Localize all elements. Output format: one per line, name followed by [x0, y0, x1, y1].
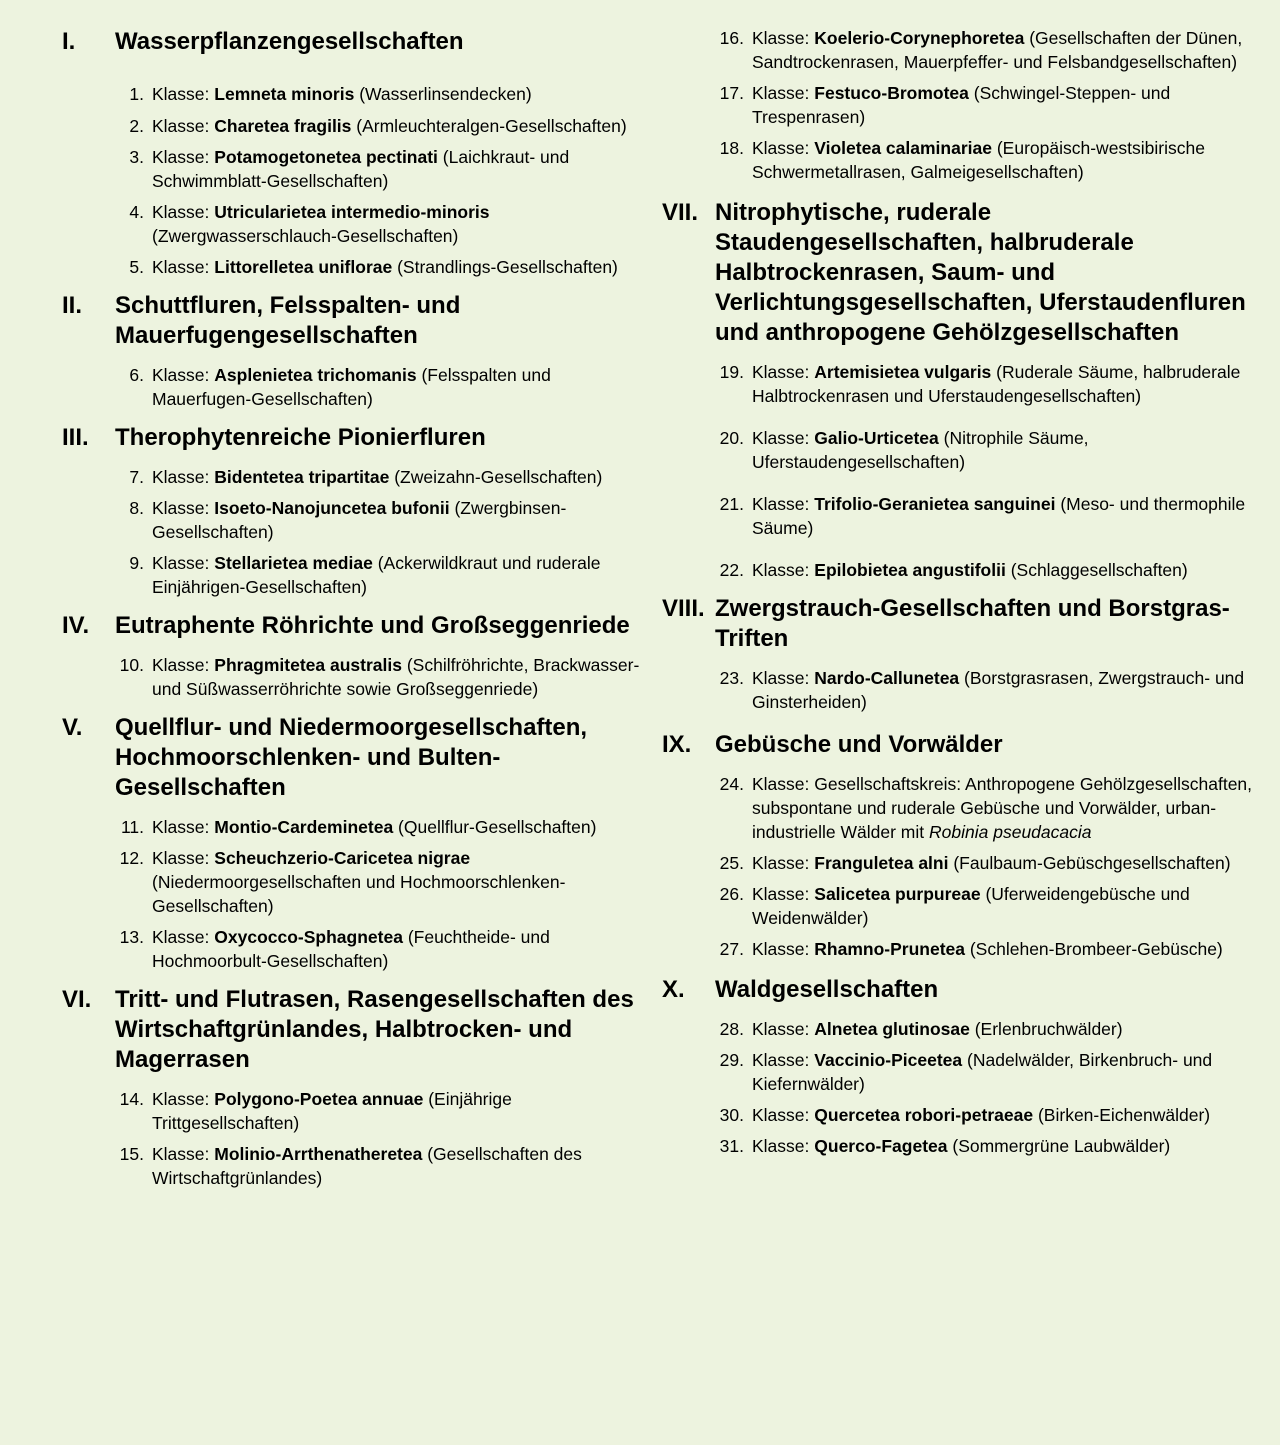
section-heading	[62, 423, 642, 453]
class-description: (Felsspalten und Mauerfugen-Gesellschaften)	[152, 365, 551, 409]
class-description: (Europäisch-westsibirische Schwermetallrasen, Galmeigesellschaften)	[752, 138, 1205, 182]
section-title: Schuttfluren, Felsspalten- und Mauerfugengesellschaften	[115, 292, 461, 349]
class-number: 30.	[719, 1105, 744, 1125]
class-label: Klasse:	[752, 494, 810, 514]
class-text	[752, 136, 1262, 184]
class-number: 26.	[719, 884, 744, 904]
class-text	[752, 1103, 1262, 1127]
class-description: (Einjährige Trittgesellschaften)	[152, 1089, 512, 1133]
section-number: I.	[62, 28, 76, 55]
class-number: 20.	[719, 428, 744, 448]
class-list-item	[62, 363, 642, 411]
class-list-item	[662, 81, 1262, 129]
class-number: 8.	[129, 498, 144, 518]
class-text	[752, 851, 1262, 875]
class-label: Klasse:	[152, 1089, 210, 1109]
section-number: III.	[62, 424, 89, 451]
class-list-item	[62, 145, 642, 193]
section-heading	[62, 291, 642, 351]
section-heading	[62, 713, 642, 803]
class-text	[152, 846, 642, 918]
class-text	[752, 426, 1262, 474]
class-number: 15.	[119, 1144, 144, 1164]
class-list-item	[62, 551, 642, 599]
class-label: Klasse:	[152, 147, 210, 167]
class-label: Klasse:	[752, 853, 810, 873]
class-number: 18.	[719, 138, 744, 158]
class-name: Artemisietea vulgaris	[814, 362, 992, 382]
class-text	[752, 1134, 1262, 1158]
class-description: (Quellflur-Gesellschaften)	[398, 817, 597, 837]
class-description: (Birken-Eichenwälder)	[1037, 1105, 1211, 1125]
class-description: (Schlaggesellschaften)	[1010, 560, 1188, 580]
class-name: Montio-Cardeminetea	[214, 817, 394, 837]
class-name: Bidentetea tripartitae	[214, 467, 390, 487]
class-description-italic: Robinia pseudacacia	[929, 822, 1092, 842]
class-list-item	[662, 26, 1262, 74]
class-label: Klasse:	[752, 560, 810, 580]
class-description: (Meso- und thermophile Säume)	[752, 494, 1246, 538]
class-list-item	[662, 666, 1262, 714]
class-name: Littorelletea uniflorae	[214, 257, 393, 277]
class-text	[152, 815, 642, 839]
class-text	[752, 666, 1262, 714]
class-description: (Zweizahn-Gesellschaften)	[394, 467, 603, 487]
class-description: (Zwergbinsen-Gesellschaften)	[152, 498, 567, 542]
class-name: Franguletea alni	[814, 853, 949, 873]
class-text	[152, 200, 642, 248]
class-number: 3.	[129, 147, 144, 167]
left-column	[62, 0, 642, 1190]
class-description: (Zwergwasserschlauch-Gesellschaften)	[152, 226, 459, 246]
class-description: (Gesellschaften der Dünen, Sandtrockenrasen, Mauerpfeffer- und Felsbandgesellschaften)	[752, 28, 1243, 72]
class-number: 17.	[719, 83, 744, 103]
class-list-item	[62, 465, 642, 489]
class-number: 31.	[719, 1136, 744, 1156]
class-number: 11.	[120, 817, 144, 837]
class-label: Klasse:	[152, 848, 210, 868]
section-number: VI.	[62, 986, 92, 1013]
class-label: Klasse:	[752, 83, 810, 103]
class-number: 27.	[719, 939, 744, 959]
section-number: IV.	[62, 612, 90, 639]
class-number: 25.	[719, 853, 744, 873]
class-text	[152, 925, 642, 973]
class-text	[752, 1017, 1262, 1041]
class-number: 12.	[119, 848, 144, 868]
class-name: Quercetea robori-petraeae	[814, 1105, 1034, 1125]
class-list-item	[62, 1142, 642, 1190]
class-name: Vaccinio-Piceetea	[814, 1050, 963, 1070]
section-title: Quellflur- und Niedermoorgesellschaften, Hochmoorschlenken- und Bulten-Gesellschaften	[115, 714, 588, 801]
class-text	[752, 81, 1262, 129]
class-description: (Feuchtheide- und Hochmoorbult-Gesellschaften)	[152, 927, 550, 971]
class-text	[152, 145, 642, 193]
class-number: 2.	[129, 116, 144, 136]
class-number: 1.	[129, 84, 144, 104]
class-label: Klasse:	[152, 655, 210, 675]
class-label: Klasse:	[752, 1105, 810, 1125]
class-description: (Faulbaum-Gebüschgesellschaften)	[953, 853, 1231, 873]
class-label: Klasse:	[152, 1144, 210, 1164]
class-number: 10.	[119, 655, 144, 675]
class-list-item	[662, 1103, 1262, 1127]
class-name: Molinio-Arrthenatheretea	[214, 1144, 423, 1164]
class-number: 28.	[719, 1019, 744, 1039]
class-name: Utricularietea intermedio-minoris	[214, 202, 490, 222]
class-description: (Gesellschaften des Wirtschaftgrünlandes)	[152, 1144, 582, 1188]
class-name: Galio-Urticetea	[814, 428, 939, 448]
class-number: 9.	[129, 553, 144, 573]
class-list-item	[662, 360, 1262, 408]
class-list-item	[662, 426, 1262, 474]
class-number: 16.	[719, 28, 744, 48]
class-name: Polygono-Poetea annuae	[214, 1089, 424, 1109]
class-name: Scheuchzerio-Caricetea nigrae	[214, 848, 471, 868]
section-title: Waldgesellschaften	[715, 976, 939, 1003]
class-name: Festuco-Bromotea	[814, 83, 969, 103]
class-list-item	[62, 815, 642, 839]
class-text	[152, 496, 642, 544]
class-description: (Erlenbruchwälder)	[974, 1019, 1123, 1039]
class-list-item	[62, 200, 642, 248]
class-text	[752, 558, 1262, 582]
class-name: Charetea fragilis	[214, 116, 352, 136]
class-label: Klasse:	[752, 362, 810, 382]
class-description: (Nadelwälder, Birkenbruch- und Kiefernwälder)	[752, 1050, 1213, 1094]
class-name: Isoeto-Nanojuncetea bufonii	[214, 498, 450, 518]
class-list-item	[662, 1134, 1262, 1158]
class-name: Koelerio-Corynephoretea	[814, 28, 1025, 48]
class-list-item	[662, 1017, 1262, 1041]
class-label: Klasse:	[752, 884, 810, 904]
class-label: Klasse:	[152, 116, 210, 136]
class-text	[752, 772, 1262, 844]
class-name: Rhamno-Prunetea	[814, 939, 965, 959]
class-number: 5.	[129, 257, 144, 277]
class-description: (Niedermoorgesellschaften und Hochmoorschlenken-Gesellschaften)	[152, 872, 566, 916]
class-description: (Schlehen-Brombeer-Gebüsche)	[969, 939, 1223, 959]
class-name: Asplenietea trichomanis	[214, 365, 417, 385]
section-heading	[662, 594, 1262, 654]
class-label: Klasse:	[152, 927, 210, 947]
class-description: (Armleuchteralgen-Gesellschaften)	[356, 116, 627, 136]
right-column	[662, 0, 1262, 1158]
class-text	[152, 551, 642, 599]
class-label: Klasse:	[752, 939, 810, 959]
section-number: II.	[62, 292, 83, 319]
class-list-item	[662, 937, 1262, 961]
class-label: Klasse:	[152, 498, 210, 518]
class-number: 23.	[719, 668, 744, 688]
section-heading	[62, 27, 642, 57]
class-description: (Laichkraut- und Schwimmblatt-Gesellschaften)	[152, 147, 570, 191]
class-label: Klasse:	[152, 202, 210, 222]
class-description: (Strandlings-Gesellschaften)	[397, 257, 618, 277]
section-heading	[662, 198, 1262, 348]
class-name: Lemneta minoris	[214, 84, 355, 104]
class-label: Klasse:	[752, 668, 810, 688]
section-title: Gebüsche und Vorwälder	[715, 731, 1003, 758]
class-name: Epilobietea angustifolii	[814, 560, 1006, 580]
section-number: VII.	[662, 199, 699, 226]
class-text	[752, 1048, 1262, 1096]
class-name: Trifolio-Geranietea sanguinei	[814, 494, 1056, 514]
class-name: Alnetea glutinosae	[814, 1019, 970, 1039]
section-heading	[662, 730, 1262, 760]
class-text	[152, 1142, 642, 1190]
class-number: 7.	[129, 467, 144, 487]
class-label: Klasse:	[752, 774, 810, 794]
section-number: VIII.	[662, 595, 705, 622]
section-number: X.	[662, 976, 685, 1003]
class-name: Phragmitetea australis	[214, 655, 402, 675]
class-list-item	[62, 255, 642, 279]
section-title: Tritt- und Flutrasen, Rasengesellschaften des Wirtschaftgrünlandes, Halbtrocken- und Magerrasen	[115, 986, 634, 1073]
class-list-item	[662, 851, 1262, 875]
section-heading	[62, 611, 642, 641]
section-title: Nitrophytische, ruderale Staudengesellschaften, halbruderale Halbtrockenrasen, Saum- und Verlichtungsgesellschaften, Uferstaudenfluren und anthropogene Gehölzgesellschaften	[715, 199, 1246, 346]
class-list-item	[662, 1048, 1262, 1096]
class-text	[752, 26, 1262, 74]
class-list-item	[62, 82, 642, 106]
class-text	[152, 114, 642, 138]
class-description: Gesellschaftskreis: Anthropogene Gehölzgesellschaften, subspontane und ruderale Gebüsche und Vorwälder, urban-industrielle Wälder mit	[752, 774, 1253, 842]
class-label: Klasse:	[752, 1136, 810, 1156]
class-description: (Schilfröhrichte, Brackwasser- und Süßwasserröhrichte sowie Großseggenriede)	[152, 655, 640, 699]
class-list-item	[662, 772, 1262, 844]
class-text	[752, 492, 1262, 540]
section-heading	[62, 985, 642, 1075]
class-list-item	[62, 653, 642, 701]
class-list-item	[62, 496, 642, 544]
class-label: Klasse:	[752, 138, 810, 158]
class-number: 4.	[129, 202, 144, 222]
class-name: Oxycocco-Sphagnetea	[214, 927, 403, 947]
section-title: Zwergstrauch-Gesellschaften und Borstgras-Triften	[715, 595, 1230, 652]
class-text	[152, 653, 642, 701]
section-number: V.	[62, 714, 83, 741]
class-label: Klasse:	[152, 467, 210, 487]
class-label: Klasse:	[152, 365, 210, 385]
class-list-item	[62, 114, 642, 138]
class-name: Violetea calaminariae	[814, 138, 992, 158]
class-text	[152, 1087, 642, 1135]
class-text	[152, 255, 642, 279]
class-label: Klasse:	[752, 28, 810, 48]
class-list-item	[662, 882, 1262, 930]
section-title: Wasserpflanzengesellschaften	[115, 28, 464, 55]
class-number: 22.	[719, 560, 744, 580]
class-description: (Nitrophile Säume, Uferstaudengesellschaften)	[752, 428, 1089, 472]
class-description: (Ruderale Säume, halbruderale Halbtrockenrasen und Uferstaudengesellschaften)	[752, 362, 1241, 406]
class-label: Klasse:	[152, 553, 210, 573]
class-description: (Borstgrasrasen, Zwergstrauch- und Ginsterheiden)	[752, 668, 1245, 712]
class-name: Nardo-Callunetea	[814, 668, 960, 688]
class-list-item	[662, 492, 1262, 540]
class-number: 29.	[719, 1050, 744, 1070]
class-text	[752, 937, 1262, 961]
class-number: 14.	[119, 1089, 144, 1109]
class-number: 24.	[719, 774, 744, 794]
class-description: (Wasserlinsendecken)	[359, 84, 532, 104]
class-label: Klasse:	[152, 257, 210, 277]
section-title: Eutraphente Röhrichte und Großseggenriede	[115, 612, 630, 639]
class-label: Klasse:	[152, 84, 210, 104]
class-description: (Ackerwildkraut und ruderale Einjährigen-Gesellschaften)	[152, 553, 601, 597]
class-list-item	[62, 846, 642, 918]
section-number: IX.	[662, 731, 692, 758]
class-list-item	[62, 925, 642, 973]
section-title: Therophytenreiche Pionierfluren	[115, 424, 486, 451]
class-number: 6.	[129, 365, 144, 385]
class-number: 13.	[119, 927, 144, 947]
class-list-item	[662, 558, 1262, 582]
class-name: Potamogetonetea pectinati	[214, 147, 438, 167]
class-label: Klasse:	[152, 817, 210, 837]
class-description: (Sommergrüne Laubwälder)	[952, 1136, 1171, 1156]
class-list-item	[62, 1087, 642, 1135]
class-description: (Schwingel-Steppen- und Trespenrasen)	[752, 83, 1171, 127]
class-label: Klasse:	[752, 1050, 810, 1070]
class-text	[152, 82, 642, 106]
class-list-item	[662, 136, 1262, 184]
class-label: Klasse:	[752, 428, 810, 448]
class-text	[152, 363, 642, 411]
section-heading	[662, 975, 1262, 1005]
class-name: Stellarietea mediae	[214, 553, 373, 573]
class-name: Querco-Fagetea	[814, 1136, 948, 1156]
class-text	[152, 465, 642, 489]
class-number: 21.	[719, 494, 744, 514]
class-text	[752, 360, 1262, 408]
class-description: (Uferweidengebüsche und Weidenwälder)	[752, 884, 1190, 928]
class-number: 19.	[719, 362, 744, 382]
class-text	[752, 882, 1262, 930]
class-label: Klasse:	[752, 1019, 810, 1039]
class-name: Salicetea purpureae	[814, 884, 981, 904]
